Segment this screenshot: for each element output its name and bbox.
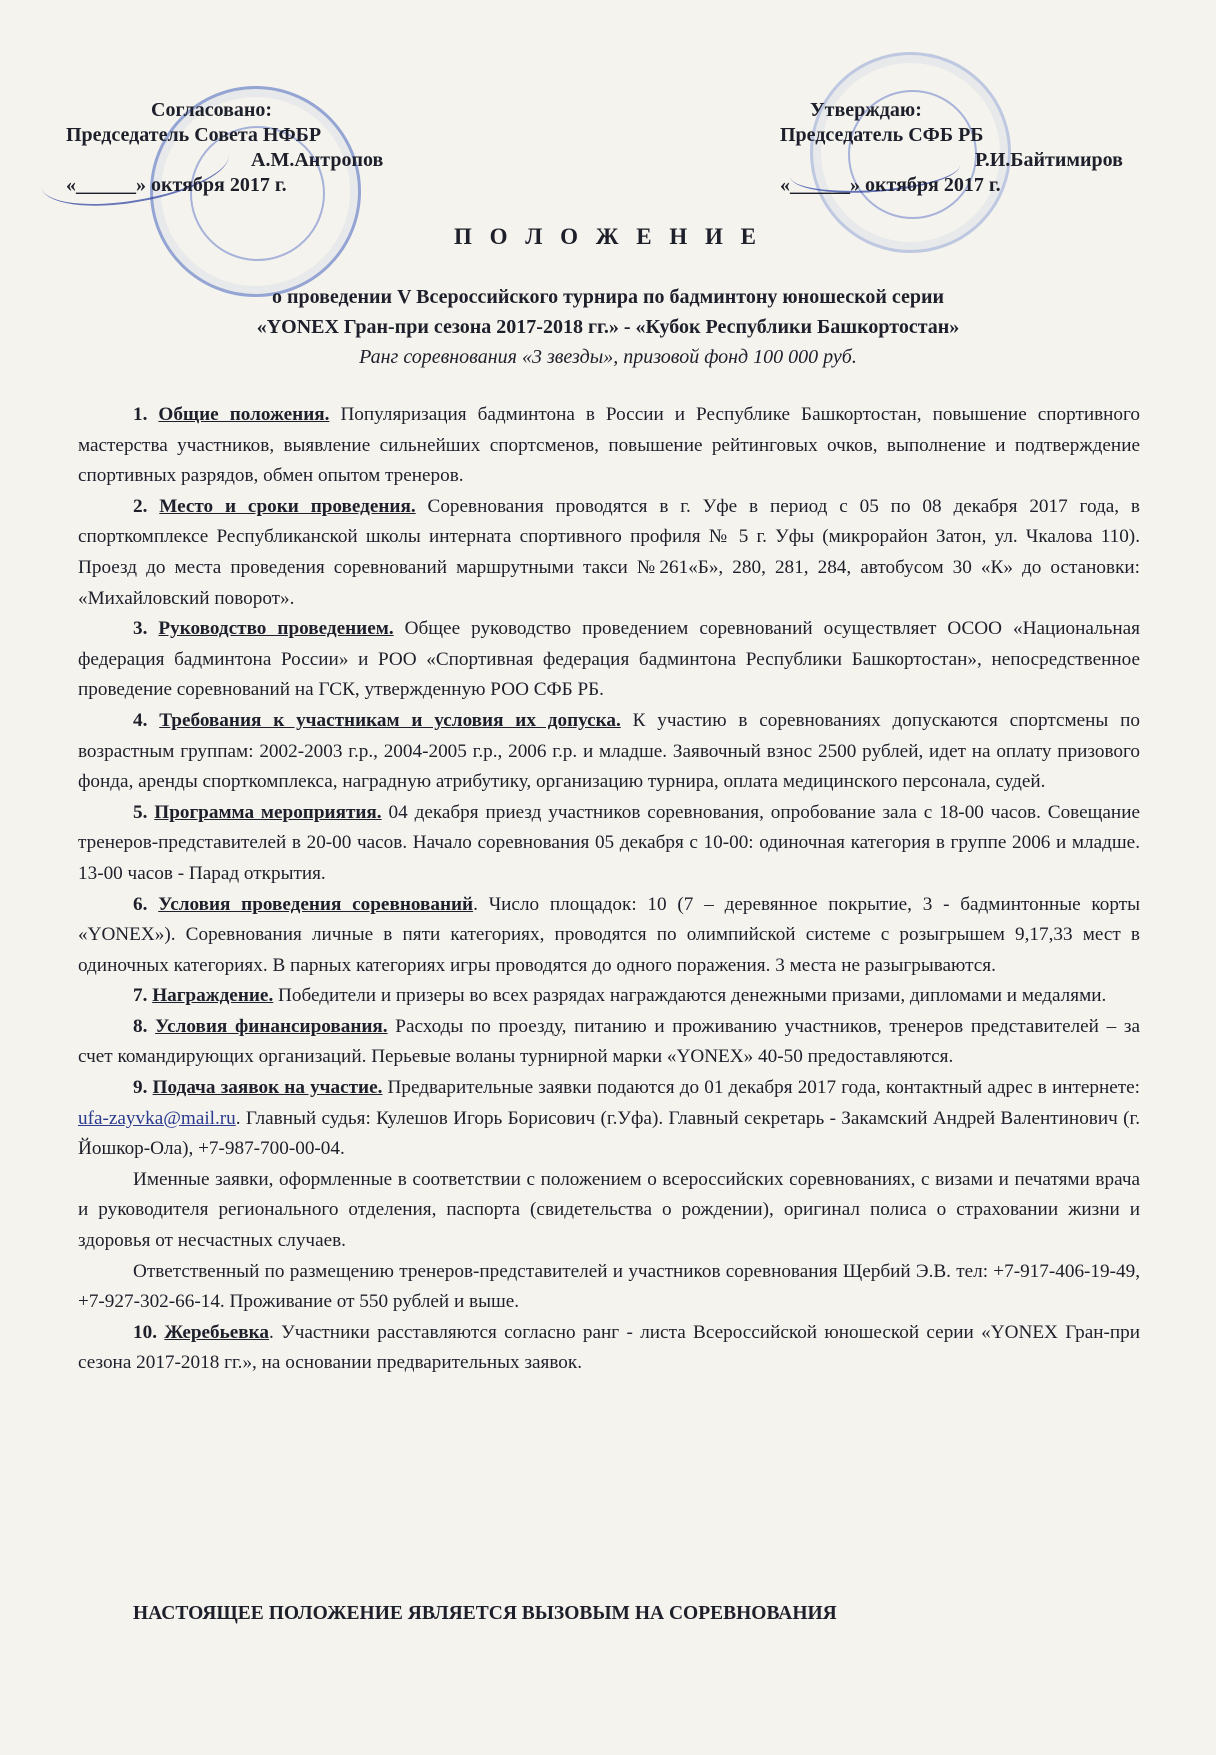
approval-position-right: Председатель СФБ РБ xyxy=(780,124,984,146)
document-subtitle xyxy=(0,282,1216,372)
section-5: 5. Программа мероприятия. 04 декабря приезд участников соревнования, опробование зала с 18-00 часов. Совещание тренеров-представителей в 20-00 часов. Начало соревнования 05 декабря с 10-00: одиночная категория в группе 2006 и младше. 13-00 часов - Парад открытия. xyxy=(78,801,1140,884)
approval-caption-left: Согласовано: xyxy=(151,99,273,121)
approval-name-right: Р.И.Байтимиров xyxy=(975,149,1123,171)
document-body xyxy=(78,400,1140,1379)
section-2: 2. Место и сроки проведения. Соревнования проводятся в г. Уфе в период с 05 по 08 декабря 2017 года, в спорткомплексе Республиканской школы интерната спортивного профиля № 5 г. Уфы (микрорайон Затон, ул. Чкалова 110). Проезд до места проведения соревнований маршрутными такси №261«Б», 280, 281, 284, автобусом 30 «К» до остановки: «Михайловский поворот». xyxy=(78,495,1140,609)
section-10: 10. Жеребьевка. Участники расставляются согласно ранг - листа Всероссийской юношеской серии «YONEX Гран-при сезона 2017-2018 гг.», на основании предварительных заявок. xyxy=(78,1321,1141,1374)
section-6: 6. Условия проведения соревнований. Число площадок: 10 (7 – деревянное покрытие, 3 - бадминтонные корты «YONEX»). Соревнования личные в пяти категориях, проводятся по олимпийской системе с розыгрышем 9,17,33 мест в одиночных категориях. В парных категориях игры проводятся до одного поражения. 3 места не разыгрываются. xyxy=(78,893,1140,976)
approval-caption-right: Утверждаю: xyxy=(810,99,922,121)
section-4: 4. Требования к участникам и условия их допуска. К участию в соревнованиях допускаются спортсмены по возрастным группам: 2002-2003 г.р., 2004-2005 г.р., 2006 г.р. и младше. Заявочный взнос 2500 рублей, идет на оплату призового фонда, аренды спорткомплекса, наградную атрибутику, организацию турнира, оплата медицинского персонала, судей. xyxy=(78,709,1140,793)
approval-position-left: Председатель Совета НФБР xyxy=(66,124,322,146)
approval-name-left: А.М.Антропов xyxy=(251,149,384,171)
section-3: 3. Руководство проведением. Общее руководство проведением соревнований осуществляет ОСОО «Национальная федерация бадминтона России» и РОО «Спортивная федерация бадминтона Республики Башкортостан», непосредственное проведение соревнований на ГСК, утвержденную РОО СФБ РБ. xyxy=(78,618,1140,701)
section-9: 9. Подача заявок на участие. Предварительные заявки подаются до 01 декабря 2017 года, контактный адрес в интернете: ufa-zayvka@mail.ru. Главный судья: Кулешов Игорь Борисович (г.Уфа). Главный секретарь - Закамский Андрей Валентинович (г. Йошкор-Ола), +7-987-700-00-04. xyxy=(78,1077,1141,1160)
approval-date-right: «______» октября 2017 г. xyxy=(780,174,1001,196)
section-8: 8. Условия финансирования. Расходы по проезду, питанию и проживанию участников, тренеров представителей – за счет командирующих организаций. Перьевые воланы турнирной марки «YONEX» 40-50 предоставляются. xyxy=(78,1015,1141,1068)
rank-line: Ранг соревнования «3 звезды», призовой фонд 100 000 руб. xyxy=(359,346,857,368)
paragraph-named-applications: Именные заявки, оформленные в соответствии с положением о всероссийских соревнованиях, с визами и печатями врача и руководителя регионального отделения, паспорта (свидетельства о рождении), оригинал полиса о страховании жизни и здоровья от несчастных случаев. xyxy=(78,1168,1140,1252)
section-7: 7. Награждение. Победители и призеры во всех разрядах награждаются денежными призами, дипломами и медалями. xyxy=(133,985,1107,1007)
approval-block-right xyxy=(770,98,1190,198)
paragraph-accommodation: Ответственный по размещению тренеров-представителей и участников соревнования Щербий Э.В. тел: +7-917-406-19-49, +7-927-302-66-14. Проживание от 550 рублей и выше. xyxy=(78,1260,1140,1313)
footer-call: НАСТОЯЩЕЕ ПОЛОЖЕНИЕ ЯВЛЯЕТСЯ ВЫЗОВЫМ НА СОРЕВНОВАНИЯ xyxy=(133,1603,837,1624)
section-1: 1. Общие положения. Популяризация бадминтона в России и Республике Башкортостан, повышение спортивного мастерства участников, выявление сильнейших спортсменов, повышение рейтинговых очков, выполнение и подтверждение спортивных разрядов, обмен опытом тренеров. xyxy=(78,404,1141,487)
document-title: П О Л О Ж Е Н И Е xyxy=(453,224,762,249)
email-link[interactable]: ufa-zayvka@mail.ru xyxy=(78,1107,236,1129)
approval-block-left xyxy=(66,98,446,198)
subtitle-line-1: о проведении V Всероссийского турнира по бадминтону юношеской серии xyxy=(271,286,945,308)
subtitle-line-2: «YONEX Гран-при сезона 2017-2018 гг.» - «Кубок Республики Башкортостан» xyxy=(256,316,960,338)
approval-date-left: «______» октября 2017 г. xyxy=(66,174,287,196)
